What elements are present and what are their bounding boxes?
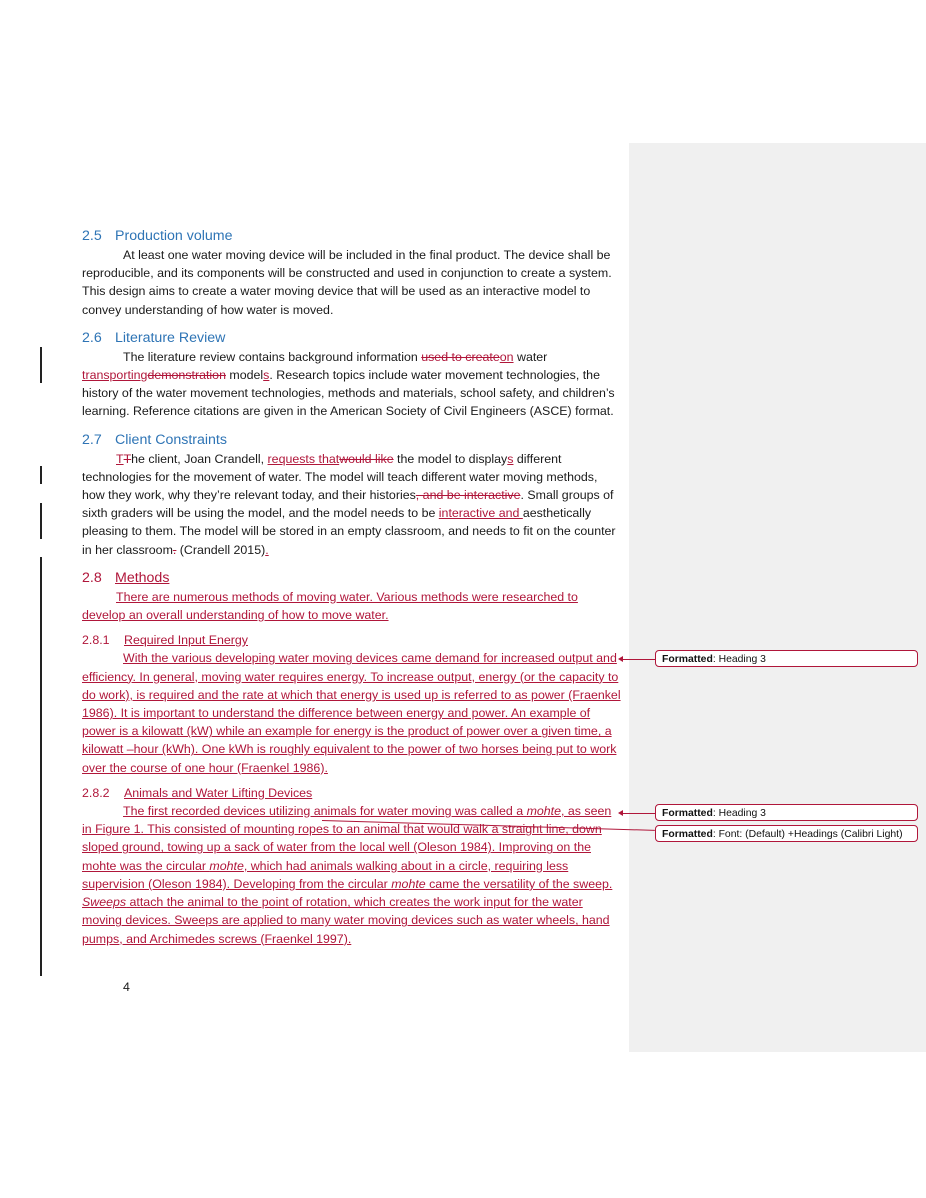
comment-leader-line <box>622 659 655 660</box>
page-number: 4 <box>123 980 130 994</box>
change-bar <box>40 503 42 539</box>
inserted-text: s <box>507 451 514 466</box>
deleted-text: would like <box>339 451 394 466</box>
section-2-6 <box>82 328 622 421</box>
section-2-8-1 <box>82 631 622 777</box>
section-2-8-2 <box>82 784 622 948</box>
inserted-text: T <box>116 451 124 466</box>
paragraph: The literature review contains background information used to createon water transportingdemonstration models. Research topics include water movement technologies, the history of the water movement technologies, methods and materials, school safety, and children’s learning. Reference citations are given in the American Society of Civil Engineers (ASCE) format. <box>82 349 615 419</box>
deleted-text: , and be interactive <box>415 488 521 503</box>
heading-2-5: 2.5 Production volume <box>82 228 233 244</box>
change-bar <box>40 466 42 484</box>
heading-2-8: 2.8 Methods <box>82 569 170 586</box>
paragraph: At least one water moving device will be included in the final product. The device shall be reproducible, and its components will be constructed and used in conjunction to create a system. This design aims to create a water moving device that will be used as an interactive model to convey understanding of how water is moved. <box>82 248 612 317</box>
inserted-text: transporting <box>82 368 148 383</box>
heading-2-7: 2.7 Client Constraints <box>82 431 227 448</box>
format-comment-balloon[interactable]: Formatted: Font: (Default) +Headings (Calibri Light) <box>655 825 918 842</box>
heading-2-6: 2.6 Literature Review <box>82 329 226 346</box>
paragraph: With the various developing water moving devices came demand for increased output and efficiency. In general, moving water requires energy. To increase output, energy (or the capacity to do work), is required and the rate at which that energy is used up is referred to as power (Fraenkel 1986). It is important to understand the difference between energy and power. An example of power is a kilowatt (kW) while an example for energy is the product of power over a given time, a kilowatt –hour (kWh). One kWh is roughly equivalent to the power of two horses being put to work over the course of one hour (Fraenkel 1986). <box>82 651 621 775</box>
change-bar <box>40 347 42 383</box>
inserted-text: on <box>499 349 514 364</box>
inserted-text: requests that <box>267 451 340 466</box>
heading-2-8-1: 2.8.1 Required Input Energy <box>82 633 248 648</box>
document-body <box>82 226 622 948</box>
inserted-text: interactive and <box>438 506 523 521</box>
paragraph: TThe client, Joan Crandell, requests thatwould like the model to displays different technologies for the movement of water. The model will teach different water moving methods, how they work, why they’re relevant today, and their histories, and be interactive. Small groups of sixth graders will be using the model, and the model needs to be interactive and aesthetically pleasing to them. The model will be stored in an empty classroom, and needs to fit on the counter in her classroom. (Crandell 2015). <box>82 451 616 557</box>
paragraph: There are numerous methods of moving water. Various methods were researched to develop an overall understanding of how to move water. <box>82 589 578 623</box>
format-comment-balloon[interactable]: Formatted: Heading 3 <box>655 650 918 667</box>
section-2-8 <box>82 568 622 624</box>
deleted-text: used to create <box>421 349 500 364</box>
deleted-text: . <box>172 542 177 557</box>
paragraph: The first recorded devices utilizing animals for water moving was called a mohte, as seen in Figure 1. This consisted of mounting ropes to an animal that would walk a straight line, down sloped ground, towing up a sack of water from the local well (Oleson 1984). Improving on the mohte was the circular mohte, which had animals walking about in a circle, requiring less supervision (Oleson 1984). Developing from the circular mohte came the versatility of the sweep. Sweeps attach the animal to the point of rotation, which creates the work input for the water moving devices. Sweeps are applied to many water moving devices such as water wheels, hand pumps, and Archimedes screws (Fraenkel 1997). <box>82 804 613 946</box>
format-comment-balloon[interactable]: Formatted: Heading 3 <box>655 804 918 821</box>
section-2-5 <box>82 226 622 319</box>
inserted-text: . <box>265 542 269 557</box>
deleted-text: demonstration <box>147 368 226 383</box>
comment-leader-line <box>622 813 655 814</box>
inserted-text: s <box>263 368 270 383</box>
comment-margin-pane <box>629 143 926 1052</box>
heading-2-8-2: 2.8.2 Animals and Water Lifting Devices <box>82 785 313 800</box>
section-2-7 <box>82 430 622 559</box>
deleted-text: T <box>123 451 132 466</box>
change-bar <box>40 557 42 976</box>
